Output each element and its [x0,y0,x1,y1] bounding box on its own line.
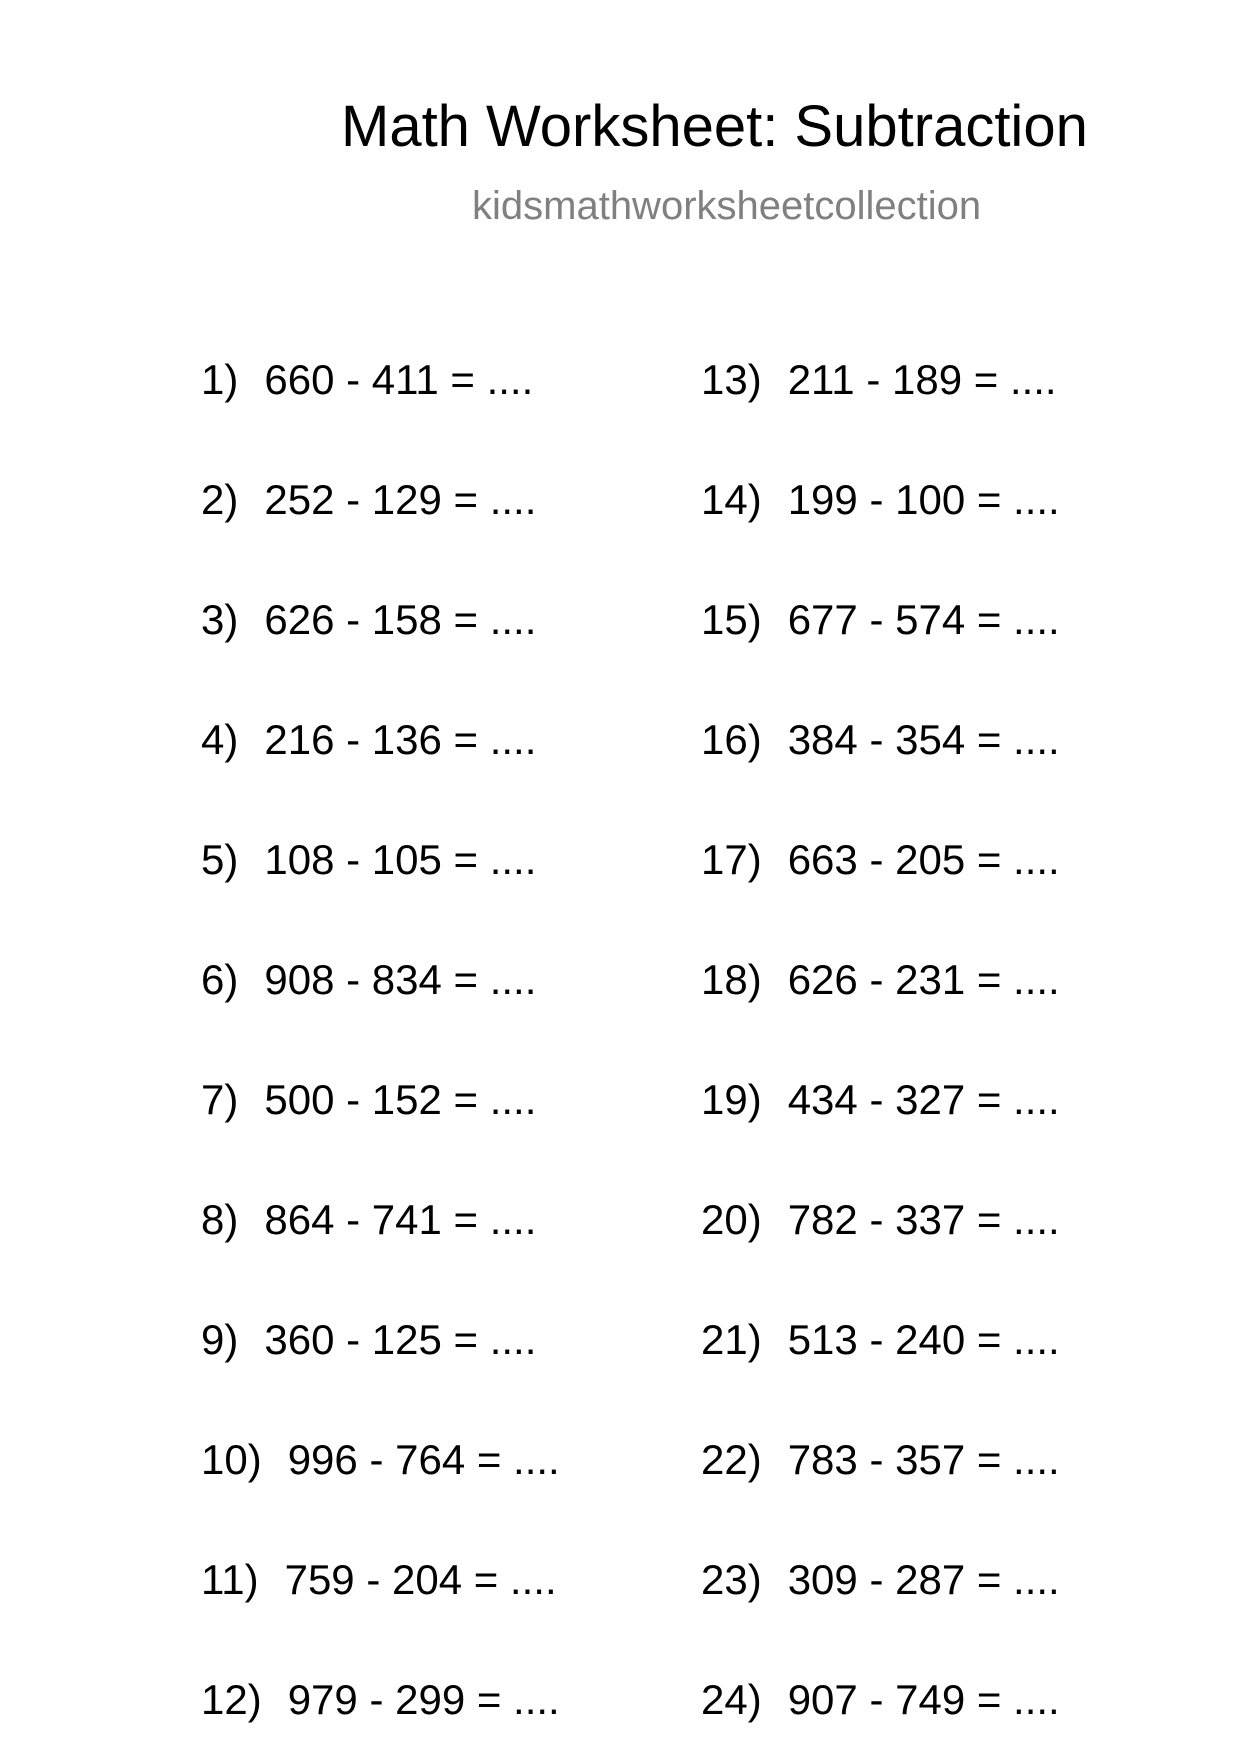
problem-15 [701,596,1060,643]
problem-21 [701,1316,1060,1363]
problem-number: 13) [701,356,762,403]
problem-expression: 252 - 129 = .... [264,476,537,523]
problem-expression: 782 - 337 = .... [787,1196,1060,1243]
problem-23 [701,1556,1060,1603]
problem-14 [701,476,1060,523]
problem-expression: 907 - 749 = .... [787,1676,1060,1723]
problem-24 [701,1676,1060,1723]
problem-number: 8) [201,1196,239,1243]
problem-22 [701,1436,1060,1483]
problem-number: 4) [201,716,239,763]
problem-number: 22) [701,1436,762,1483]
problem-16 [701,716,1060,763]
problem-expression: 500 - 152 = .... [264,1076,537,1123]
problem-number: 17) [701,836,762,883]
problem-7 [201,1076,537,1123]
problem-18 [701,956,1060,1003]
problem-2 [201,476,537,523]
problem-9 [201,1316,537,1363]
problem-expression: 663 - 205 = .... [787,836,1060,883]
problem-17 [701,836,1060,883]
worksheet-title: Math Worksheet: Subtraction [341,94,1088,159]
problem-expression: 434 - 327 = .... [787,1076,1060,1123]
problem-expression: 660 - 411 = .... [264,356,534,403]
problem-expression: 199 - 100 = .... [787,476,1060,523]
problem-19 [701,1076,1060,1123]
problem-expression: 108 - 105 = .... [264,836,537,883]
problem-expression: 996 - 764 = .... [287,1436,560,1483]
problem-expression: 211 - 189 = .... [787,356,1057,403]
problem-number: 20) [701,1196,762,1243]
problem-expression: 783 - 357 = .... [787,1436,1060,1483]
problem-expression: 908 - 834 = .... [264,956,537,1003]
problem-number: 12) [201,1676,262,1723]
problem-expression: 677 - 574 = .... [787,596,1060,643]
problem-number: 7) [201,1076,239,1123]
problem-12 [201,1676,560,1723]
problem-expression: 626 - 231 = .... [787,956,1060,1003]
problem-3 [201,596,537,643]
problem-6 [201,956,537,1003]
problem-number: 11) [201,1556,259,1603]
problem-20 [701,1196,1060,1243]
worksheet-subtitle: kidsmathworksheetcollection [472,184,982,228]
problem-expression: 979 - 299 = .... [287,1676,560,1723]
problem-number: 19) [701,1076,762,1123]
problem-expression: 309 - 287 = .... [787,1556,1060,1603]
problem-expression: 864 - 741 = .... [264,1196,537,1243]
problem-number: 16) [701,716,762,763]
problem-expression: 216 - 136 = .... [264,716,537,763]
problem-number: 3) [201,596,239,643]
problem-number: 14) [701,476,762,523]
problem-expression: 360 - 125 = .... [264,1316,537,1363]
problem-expression: 513 - 240 = .... [787,1316,1060,1363]
problem-11 [201,1556,557,1603]
problem-number: 6) [201,956,239,1003]
problem-number: 5) [201,836,239,883]
problem-number: 15) [701,596,762,643]
problem-10 [201,1436,560,1483]
problem-expression: 626 - 158 = .... [264,596,537,643]
problem-13 [701,356,1057,403]
problem-number: 10) [201,1436,262,1483]
problem-number: 23) [701,1556,762,1603]
problem-expression: 384 - 354 = .... [787,716,1060,763]
problem-number: 18) [701,956,762,1003]
problem-4 [201,716,537,763]
problem-number: 24) [701,1676,762,1723]
problem-1 [201,356,534,403]
problem-8 [201,1196,537,1243]
problem-expression: 759 - 204 = .... [284,1556,557,1603]
problem-5 [201,836,537,883]
problem-number: 1) [201,356,239,403]
problem-number: 2) [201,476,239,523]
problem-number: 9) [201,1316,239,1363]
problem-number: 21) [701,1316,762,1363]
